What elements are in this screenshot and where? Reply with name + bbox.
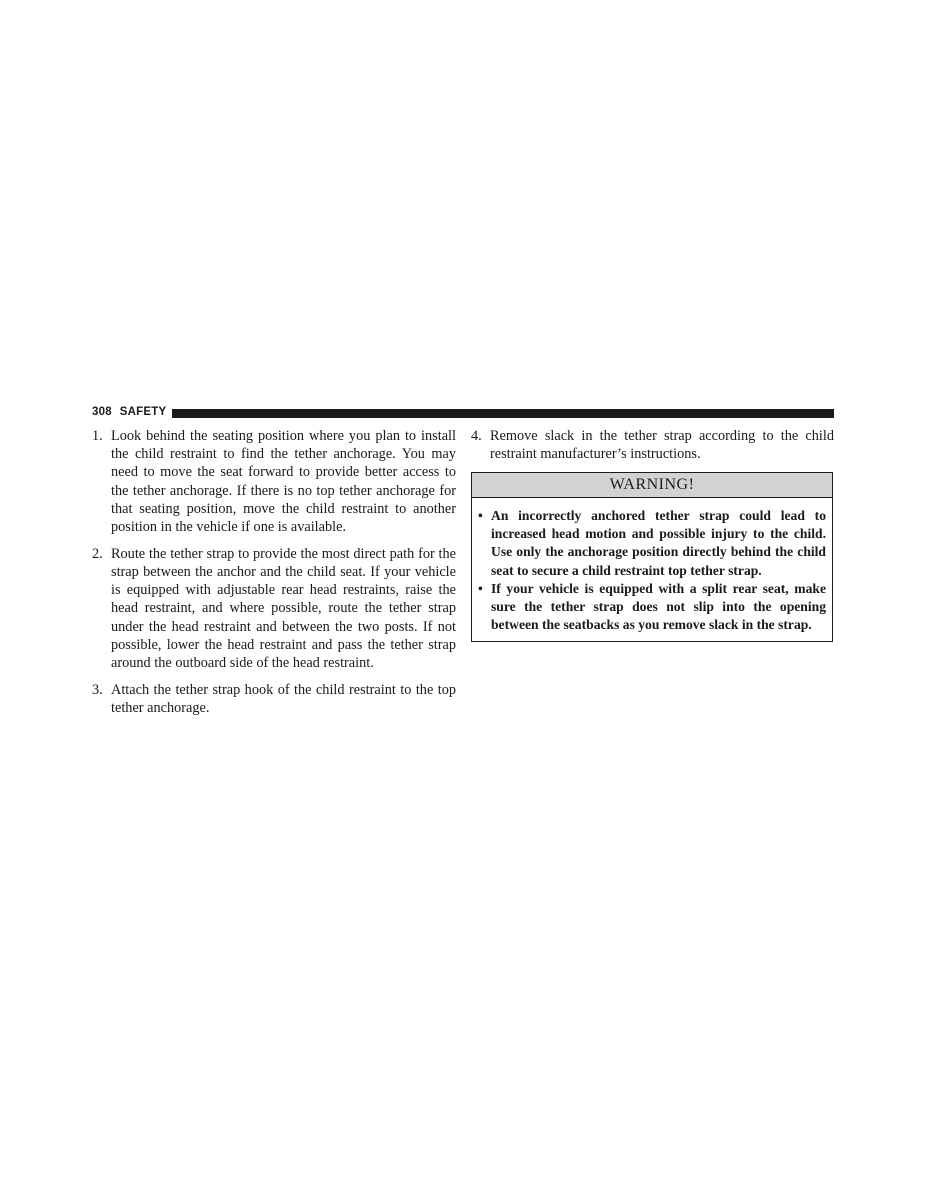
step-text: Route the tether strap to provide the most direct path for the strap between the anchor and the child seat. If your vehicle is equipped with adjustable rear head restraints, raise the head restraint, and where possible, route the tether strap under the head restraint and between the two posts. If not possible, lower the head restraint and pass the tether strap around the outboard side of the head restraint. [111, 545, 456, 671]
step-text: Look behind the seating position where you plan to install the child restraint to find the tether anchorage. You may need to move the seat forward to provide better access to the tether anchorage. If there is no top tether anchorage for that seating position, move the child restraint to another position in the vehicle if one is available. [111, 428, 456, 536]
warning-text: If your vehicle is equipped with a split rear seat, make sure the tether strap does not slip into the opening between the seatbacks as you remove slack in the strap. [491, 580, 826, 633]
warning-text: An incorrectly anchored tether strap could lead to increased head motion and possible injury to the child. Use only the anchorage position directly behind the child seat to secure a child restraint top tether strap. [491, 507, 826, 578]
step-number: 3. [92, 681, 103, 698]
warning-item [478, 507, 826, 580]
warning-list [472, 498, 832, 641]
left-column [92, 427, 456, 726]
right-column [471, 427, 834, 642]
step-text: Attach the tether strap hook of the child restraint to the top tether anchorage. [111, 681, 456, 716]
step-number: 1. [92, 428, 103, 444]
step-1 [92, 427, 456, 536]
step-3 [92, 681, 456, 717]
step-number: 4. [471, 428, 482, 444]
section-title: SAFETY [119, 406, 167, 418]
page-header [92, 405, 834, 420]
warning-box [471, 472, 833, 642]
page-number: 308 [92, 406, 112, 418]
step-4 [471, 427, 834, 463]
header-rule [172, 409, 834, 418]
bullet-icon: • [478, 580, 483, 596]
step-number: 2. [92, 545, 103, 562]
bullet-icon: • [478, 507, 483, 523]
step-text: Remove slack in the tether strap according to the child restraint manufacturer’s instructions. [490, 428, 834, 463]
warning-title: WARNING! [472, 473, 832, 498]
step-2 [92, 545, 456, 672]
warning-item [478, 580, 826, 635]
